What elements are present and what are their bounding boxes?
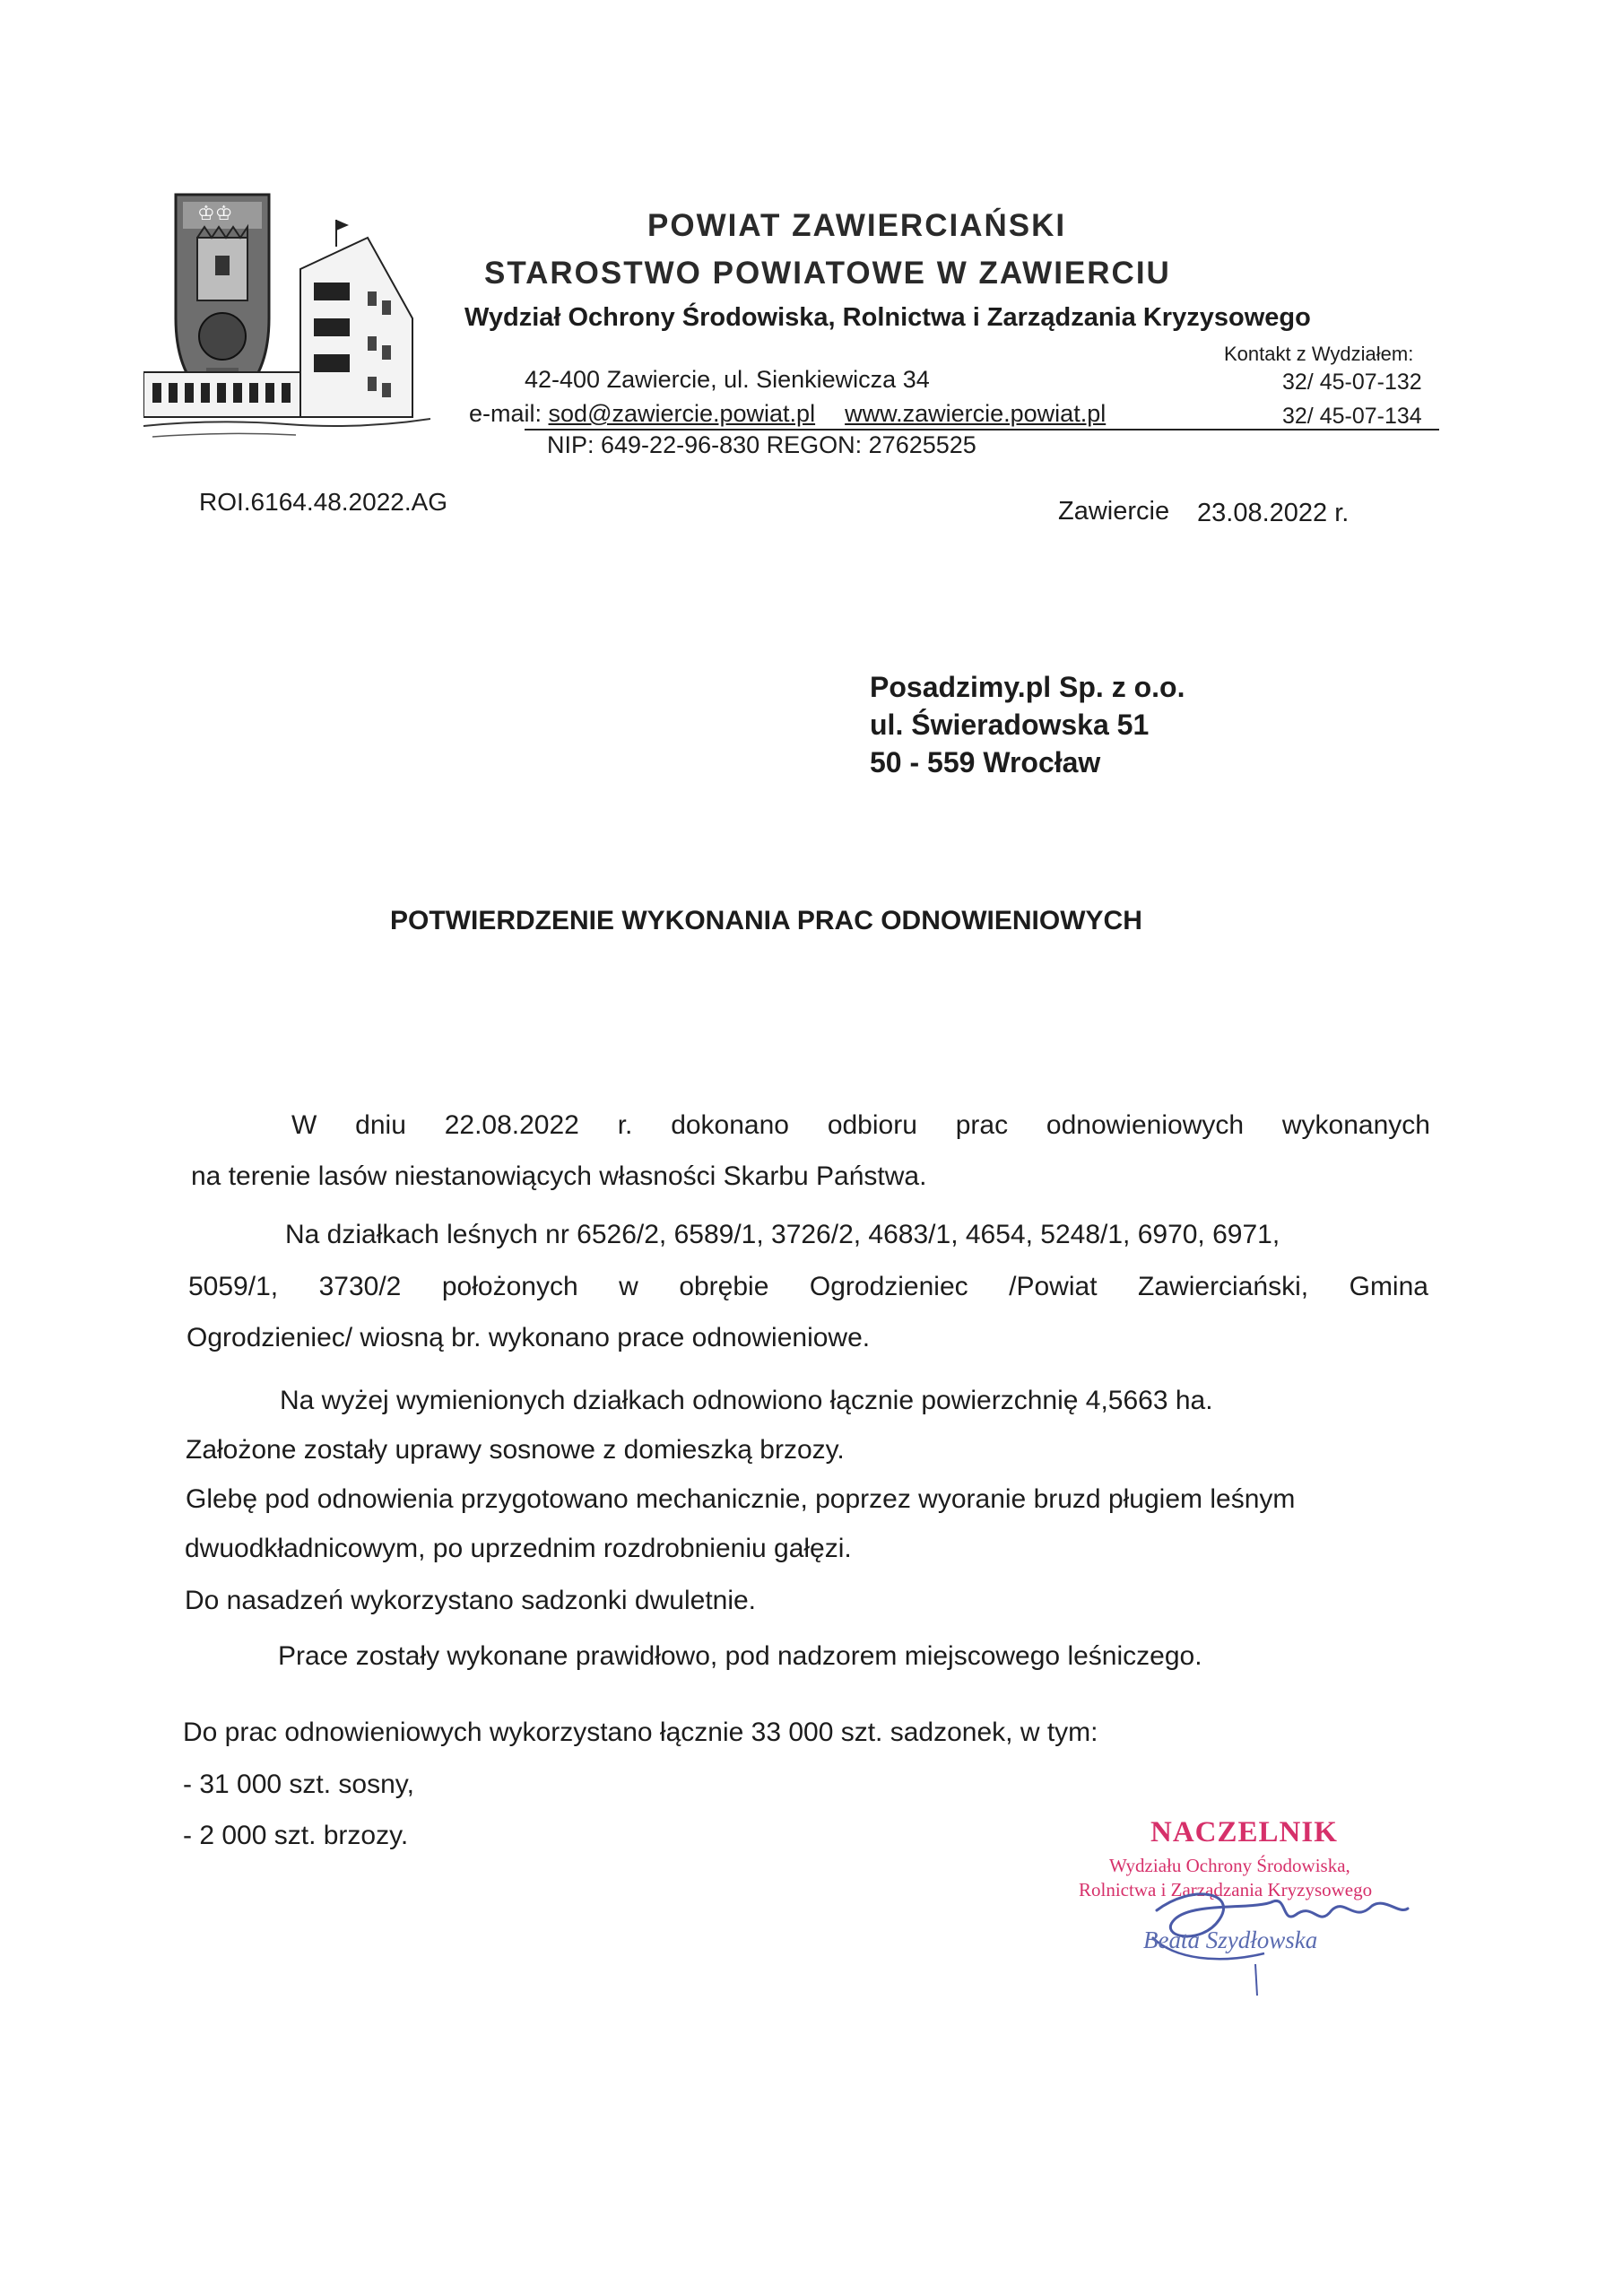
word: dokonano xyxy=(671,1110,789,1140)
recipient-city: 50 - 559 Wrocław xyxy=(870,746,1101,778)
recipient-street: ul. Świeradowska 51 xyxy=(870,709,1150,741)
phone-number-1: 32/ 45-07-132 xyxy=(1282,370,1422,395)
stamp-line-1: Wydziału Ochrony Środowiska, xyxy=(1109,1855,1350,1876)
email-website-row xyxy=(469,400,1106,428)
paragraph-3-line-3: Glebę pod odnowienia przygotowano mechanicznie, poprzez wyoranie bruzd pługiem leśnym xyxy=(186,1484,1296,1514)
word: Zawierciański, xyxy=(1138,1272,1309,1301)
paragraph-2-line-3: Ogrodzieniec/ wiosną br. wykonano prace odnowieniowe. xyxy=(187,1323,871,1352)
paragraph-2-line-1: Na działkach leśnych nr 6526/2, 6589/1, 3726/2, 4683/1, 4654, 5248/1, 6970, 6971, xyxy=(285,1220,1280,1249)
word: w xyxy=(619,1272,638,1301)
signatory-name: Beata Szydłowska xyxy=(1143,1926,1318,1953)
svg-text:♔♔: ♔♔ xyxy=(197,202,233,224)
paragraph-5: Do prac odnowieniowych wykorzystano łącznie 33 000 szt. sadzonek, w tym: xyxy=(183,1718,1098,1747)
word: Gmina xyxy=(1349,1272,1428,1301)
paragraph-2-line-2 xyxy=(188,1272,1428,1302)
paragraph-3-line-5: Do nasadzeń wykorzystano sadzonki dwuletnie. xyxy=(185,1586,757,1615)
word: prac xyxy=(955,1110,1009,1140)
office-address: 42-400 Zawiercie, ul. Sienkiewicza 34 xyxy=(525,366,930,393)
list-item-birch: - 2 000 szt. brzozy. xyxy=(183,1821,409,1850)
document-title: POTWIERDZENIE WYKONANIA PRAC ODNOWIENIOWYCH xyxy=(390,906,1142,935)
website-link[interactable]: www.zawiercie.powiat.pl xyxy=(845,400,1107,427)
phone-number-2: 32/ 45-07-134 xyxy=(1282,404,1422,429)
nip-regon: NIP: 649-22-96-830 REGON: 27625525 xyxy=(547,431,976,458)
paragraph-3-line-4: dwuodkładnicowym, po uprzednim rozdrobnieniu gałęzi. xyxy=(185,1534,852,1563)
reference-number: ROI.6164.48.2022.AG xyxy=(199,488,448,516)
word: 3730/2 xyxy=(318,1272,402,1301)
list-item-pine: - 31 000 szt. sosny, xyxy=(183,1770,414,1799)
word: wykonanych xyxy=(1281,1110,1430,1140)
word: 5059/1, xyxy=(188,1272,279,1301)
email-link[interactable]: sod@zawiercie.powiat.pl xyxy=(548,400,816,427)
paragraph-1-line-2: na terenie lasów niestanowiących własności Skarbu Państwa. xyxy=(191,1161,927,1191)
place-name: Zawiercie xyxy=(1058,497,1170,526)
letter-date: 23.08.2022 r. xyxy=(1197,499,1350,527)
stamp-line-2: Rolnictwa i Zarządzania Kryzysowego xyxy=(1079,1879,1373,1900)
paragraph-4: Prace zostały wykonane prawidłowo, pod nadzorem miejscowego leśniczego. xyxy=(278,1641,1202,1671)
office-name: STAROSTWO POWIATOWE W ZAWIERCIU xyxy=(484,256,1171,291)
recipient-company: Posadzimy.pl Sp. z o.o. xyxy=(870,671,1185,703)
department-name: Wydział Ochrony Środowiska, Rolnictwa i Zarządzania Kryzysowego xyxy=(464,303,1311,332)
word: /Powiat xyxy=(1009,1272,1098,1301)
word: Ogrodzieniec xyxy=(809,1272,968,1301)
contact-label: Kontakt z Wydziałem: xyxy=(1224,343,1414,365)
word: dniu xyxy=(355,1110,406,1140)
word: r. xyxy=(617,1110,633,1140)
paragraph-3-line-2: Założone zostały uprawy sosnowe z domieszką brzozy. xyxy=(186,1435,845,1465)
paragraph-3-line-1: Na wyżej wymienionych działkach odnowiono łącznie powierzchnię 4,5663 ha. xyxy=(280,1386,1213,1415)
word: 22.08.2022 xyxy=(444,1110,579,1140)
coat-of-arms-logo xyxy=(143,184,430,444)
county-name: POWIAT ZAWIERCIAŃSKI xyxy=(647,208,1067,243)
word: W xyxy=(291,1110,317,1140)
word: odbioru xyxy=(827,1110,917,1140)
paragraph-1-line-1 xyxy=(291,1110,1430,1141)
stamp-title: NACZELNIK xyxy=(1150,1816,1338,1848)
word: położonych xyxy=(441,1272,578,1301)
word: obrębie xyxy=(679,1272,769,1301)
header-rule xyxy=(525,429,1439,430)
word: odnowieniowych xyxy=(1046,1110,1245,1140)
email-label: e-mail: xyxy=(469,400,542,427)
